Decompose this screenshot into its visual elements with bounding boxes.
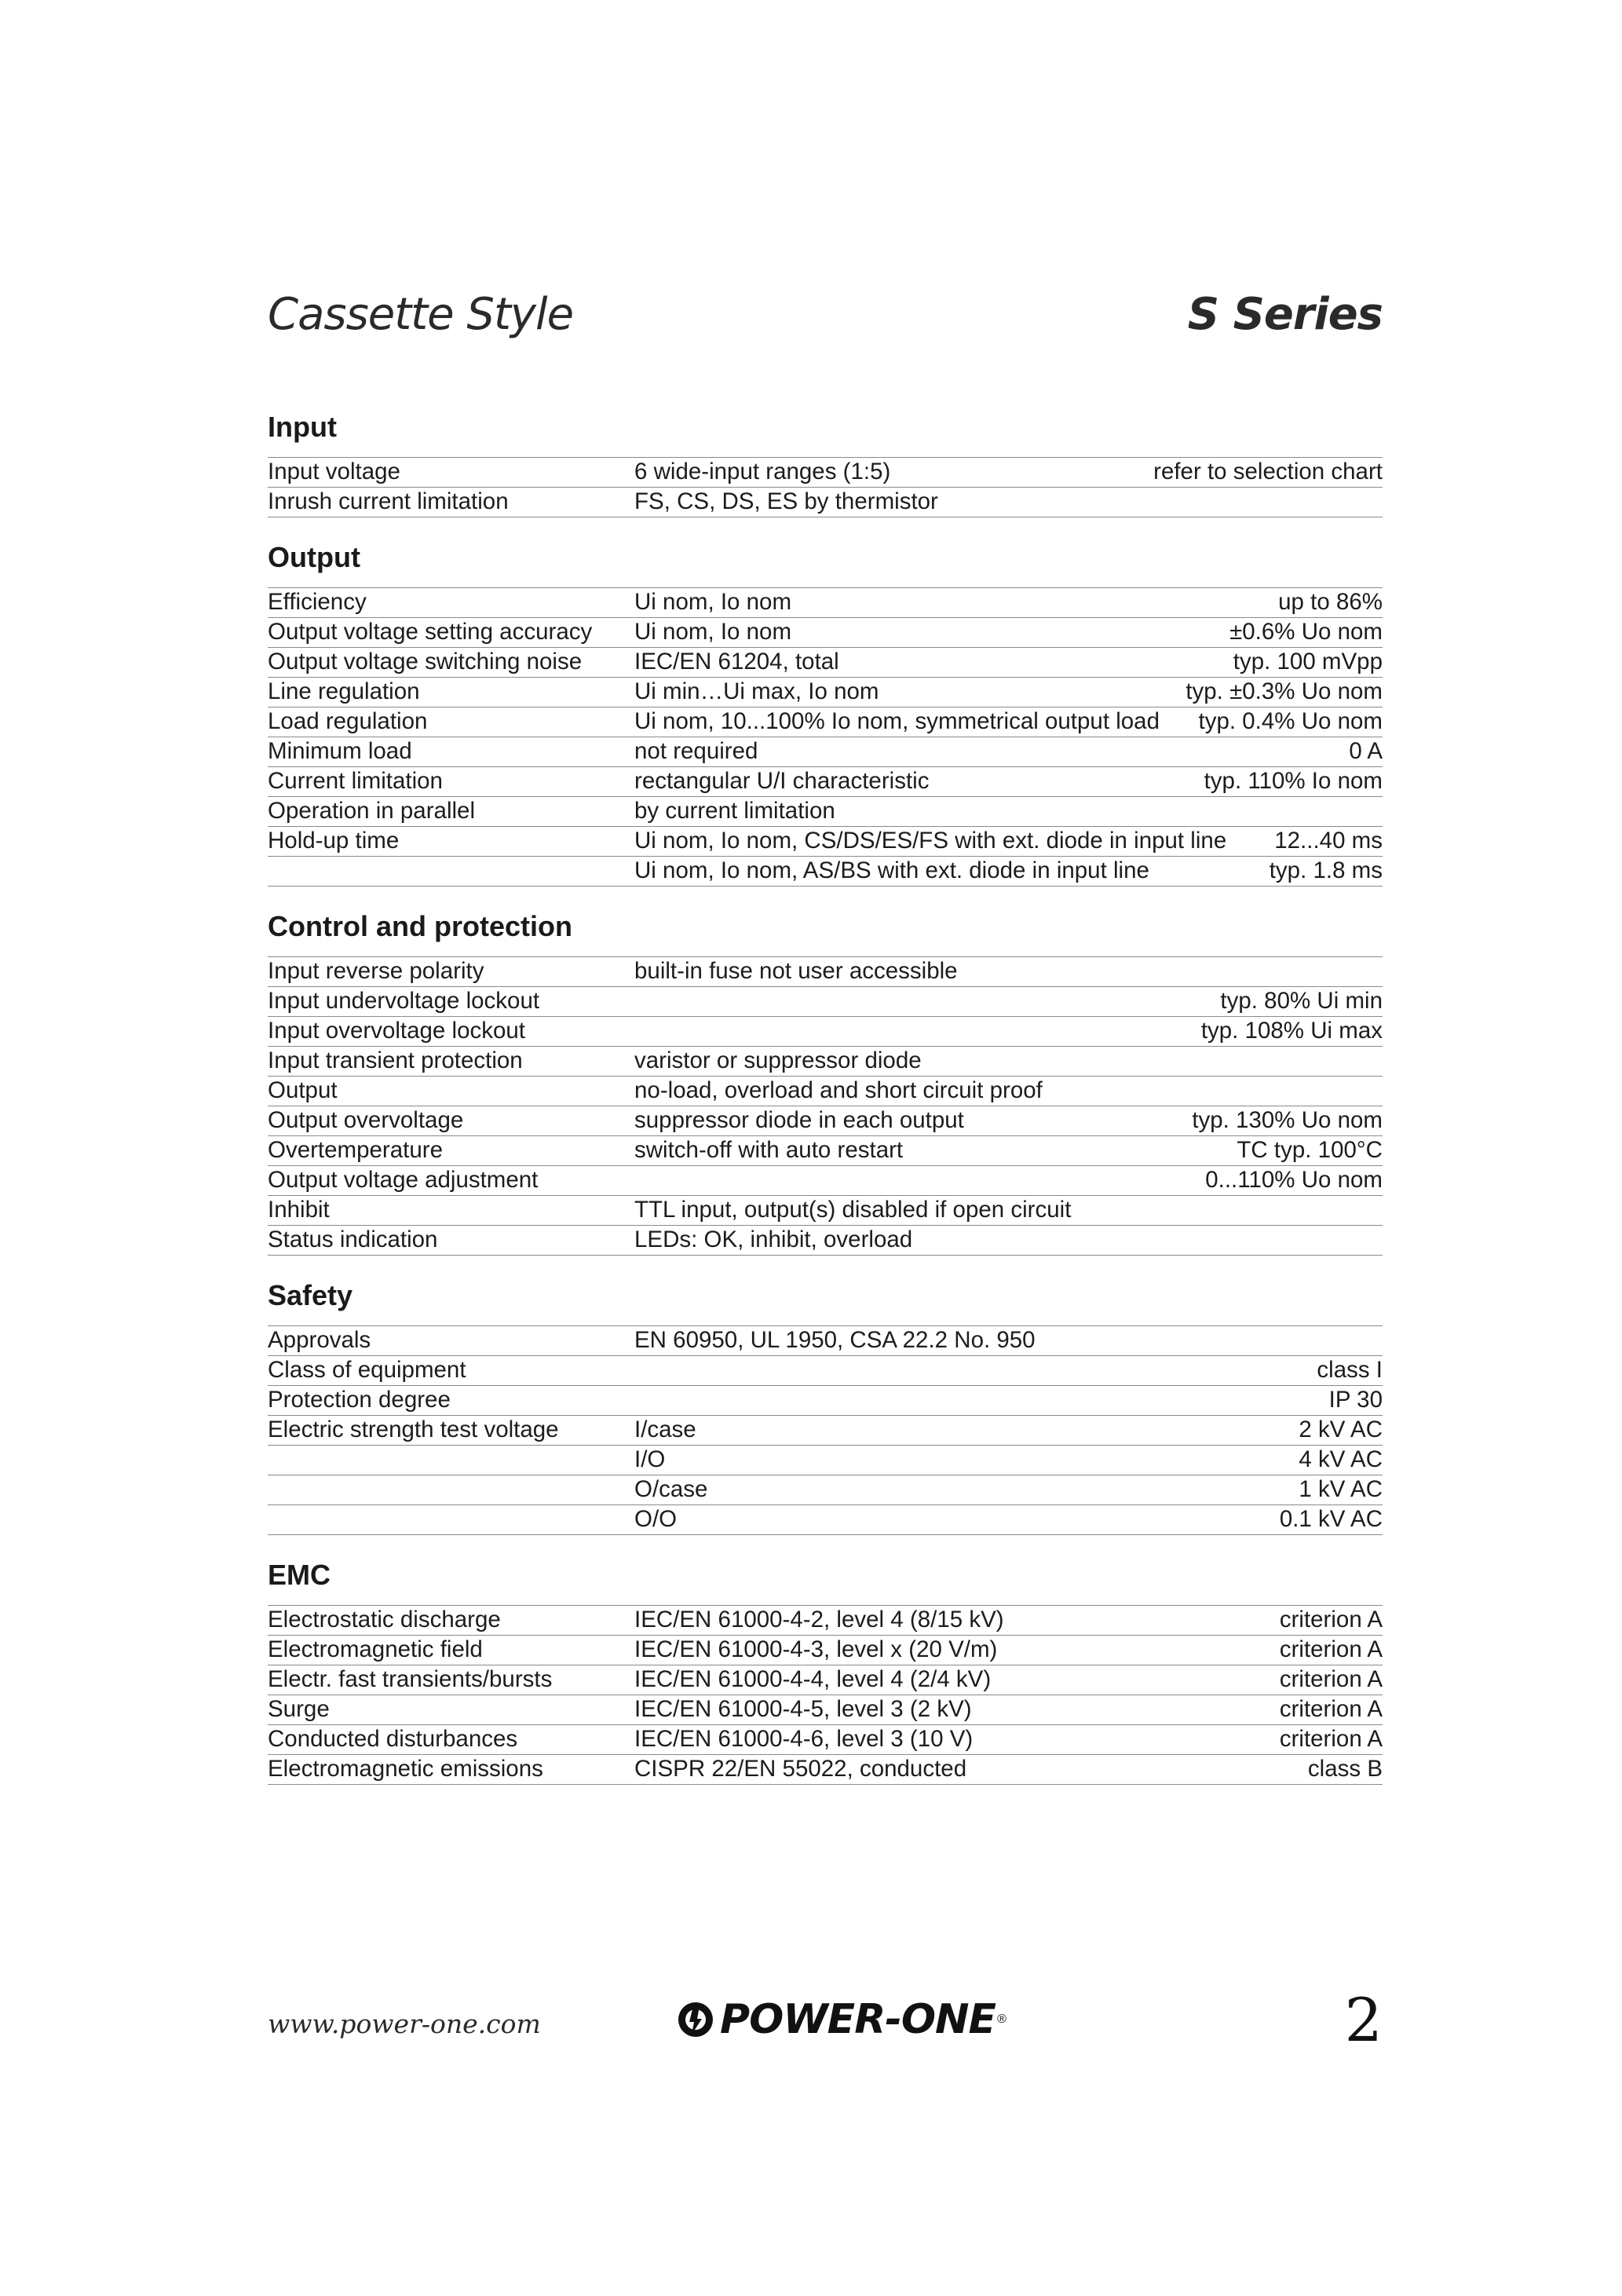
value-cell: typ. 110% Io nom [1204, 768, 1383, 794]
table-row [268, 1386, 1383, 1416]
parameter-cell: Electromagnetic emissions [268, 1756, 543, 1782]
value-cell: typ. ±0.3% Uo nom [1185, 678, 1383, 704]
value-cell: IP 30 [1328, 1387, 1383, 1413]
parameter-cell: Load regulation [268, 708, 428, 734]
condition-cell: IEC/EN 61000-4-6, level 3 (10 V) [634, 1726, 974, 1752]
table-row [268, 1196, 1383, 1226]
parameter-cell: Output voltage adjustment [268, 1167, 539, 1193]
value-cell: criterion A [1279, 1666, 1383, 1692]
parameter-cell: Inhibit [268, 1197, 330, 1223]
table-row [268, 1166, 1383, 1196]
parameter-cell: Operation in parallel [268, 798, 476, 824]
value-cell: criterion A [1279, 1696, 1383, 1722]
value-cell: criterion A [1279, 1607, 1383, 1632]
table-row [268, 707, 1383, 737]
condition-cell: I/O [634, 1446, 666, 1472]
spec-table [268, 1605, 1383, 1785]
table-row [268, 458, 1383, 488]
value-cell: 1 kV AC [1299, 1476, 1383, 1502]
value-cell: class I [1317, 1357, 1383, 1383]
spec-section [268, 1277, 1383, 1535]
value-cell: 0.1 kV AC [1279, 1506, 1383, 1532]
parameter-cell: Output voltage switching noise [268, 649, 583, 675]
condition-cell: rectangular U/I characteristic [634, 768, 930, 794]
parameter-cell: Inrush current limitation [268, 488, 509, 514]
value-cell: typ. 0.4% Uo nom [1198, 708, 1383, 734]
spec-section [268, 908, 1383, 1256]
specification-tables [268, 408, 1383, 1806]
value-cell: refer to selection chart [1153, 459, 1383, 484]
page-number: 2 [1344, 1985, 1383, 2055]
value-cell: typ. 100 mVpp [1233, 649, 1383, 675]
section-title: Control and protection [268, 910, 572, 942]
condition-cell: switch-off with auto restart [634, 1137, 904, 1163]
parameter-cell: Output voltage setting accuracy [268, 619, 593, 645]
table-row [268, 1047, 1383, 1077]
spec-section [268, 408, 1383, 517]
table-row [268, 1136, 1383, 1166]
table-row [268, 1416, 1383, 1446]
parameter-cell: Line regulation [268, 678, 420, 704]
parameter-cell: Input reverse polarity [268, 958, 484, 984]
condition-cell: Ui nom, 10...100% Io nom, symmetrical output load [634, 708, 1160, 734]
parameter-cell: Surge [268, 1696, 330, 1722]
parameter-cell: Electric strength test voltage [268, 1417, 559, 1442]
condition-cell: FS, CS, DS, ES by thermistor [634, 488, 938, 514]
value-cell: typ. 1.8 ms [1269, 857, 1383, 883]
value-cell: typ. 130% Uo nom [1192, 1107, 1383, 1133]
spec-section [268, 539, 1383, 887]
condition-cell: O/O [634, 1506, 678, 1532]
condition-cell: TTL input, output(s) disabled if open circuit [634, 1197, 1072, 1223]
condition-cell: O/case [634, 1476, 708, 1502]
parameter-cell: Electromagnetic field [268, 1636, 483, 1662]
value-cell: criterion A [1279, 1636, 1383, 1662]
section-title: EMC [268, 1559, 331, 1591]
condition-cell: EN 60950, UL 1950, CSA 22.2 No. 950 [634, 1327, 1036, 1353]
condition-cell: built-in fuse not user accessible [634, 958, 958, 984]
parameter-cell: Current limitation [268, 768, 443, 794]
condition-cell: by current limitation [634, 798, 835, 824]
spec-table [268, 956, 1383, 1256]
value-cell: 0...110% Uo nom [1205, 1167, 1383, 1193]
condition-cell: Ui nom, Io nom [634, 589, 792, 615]
parameter-cell: Status indication [268, 1227, 438, 1252]
parameter-cell: Efficiency [268, 589, 367, 615]
condition-cell: LEDs: OK, inhibit, overload [634, 1227, 913, 1252]
value-cell: class B [1307, 1756, 1383, 1782]
parameter-cell: Hold-up time [268, 828, 400, 854]
parameter-cell: Input undervoltage lockout [268, 988, 540, 1014]
parameter-cell: Input overvoltage lockout [268, 1018, 525, 1044]
parameter-cell: Input voltage [268, 459, 400, 484]
table-row [268, 1106, 1383, 1136]
table-row [268, 1505, 1383, 1535]
condition-cell: no-load, overload and short circuit proof [634, 1077, 1043, 1103]
value-cell: typ. 80% Ui min [1220, 988, 1383, 1014]
spec-section [268, 1556, 1383, 1785]
header-series: S Series [1187, 289, 1383, 340]
condition-cell: suppressor diode in each output [634, 1107, 964, 1133]
power-one-logo-icon [676, 2000, 715, 2039]
table-row [268, 987, 1383, 1017]
parameter-cell: Electr. fast transients/bursts [268, 1666, 553, 1692]
value-cell: 4 kV AC [1299, 1446, 1383, 1472]
page-header [268, 289, 1383, 360]
parameter-cell: Output overvoltage [268, 1107, 464, 1133]
value-cell: criterion A [1279, 1726, 1383, 1752]
registered-mark-icon: ® [997, 2013, 1006, 2026]
section-title: Input [268, 411, 337, 443]
table-row [268, 767, 1383, 797]
condition-cell: IEC/EN 61000-4-2, level 4 (8/15 kV) [634, 1607, 1004, 1632]
table-row [268, 1475, 1383, 1505]
table-row [268, 857, 1383, 887]
logo-wordmark: POWER-ONE [720, 1996, 996, 2043]
parameter-cell: Conducted disturbances [268, 1726, 518, 1752]
table-row [268, 1606, 1383, 1636]
condition-cell: IEC/EN 61204, total [634, 649, 839, 675]
value-cell: up to 86% [1278, 589, 1383, 615]
table-row [268, 1326, 1383, 1356]
section-title: Safety [268, 1279, 353, 1311]
parameter-cell: Output [268, 1077, 338, 1103]
parameter-cell: Overtemperature [268, 1137, 443, 1163]
table-row [268, 1725, 1383, 1755]
table-row [268, 1446, 1383, 1475]
parameter-cell: Electrostatic discharge [268, 1607, 501, 1632]
parameter-cell: Minimum load [268, 738, 412, 764]
header-product-style: Cassette Style [268, 289, 574, 340]
footer-url[interactable]: www.power-one.com [268, 2009, 541, 2039]
parameter-cell: Approvals [268, 1327, 371, 1353]
parameter-cell: Class of equipment [268, 1357, 466, 1383]
condition-cell: CISPR 22/EN 55022, conducted [634, 1756, 967, 1782]
table-row [268, 1665, 1383, 1695]
condition-cell: Ui min…Ui max, Io nom [634, 678, 879, 704]
table-row [268, 827, 1383, 857]
value-cell: 2 kV AC [1299, 1417, 1383, 1442]
table-row [268, 1017, 1383, 1047]
condition-cell: Ui nom, Io nom, CS/DS/ES/FS with ext. diode in input line [634, 828, 1227, 854]
spec-table [268, 457, 1383, 517]
condition-cell: varistor or suppressor diode [634, 1047, 922, 1073]
value-cell: typ. 108% Ui max [1200, 1018, 1383, 1044]
table-row [268, 1695, 1383, 1725]
table-row [268, 1636, 1383, 1665]
table-row [268, 797, 1383, 827]
condition-cell: IEC/EN 61000-4-5, level 3 (2 kV) [634, 1696, 972, 1722]
parameter-cell: Input transient protection [268, 1047, 523, 1073]
power-one-logo [676, 1998, 1006, 2042]
spec-table [268, 1325, 1383, 1535]
table-row [268, 1077, 1383, 1106]
condition-cell: 6 wide-input ranges (1:5) [634, 459, 891, 484]
value-cell: 0 A [1349, 738, 1383, 764]
condition-cell: I/case [634, 1417, 696, 1442]
value-cell: TC typ. 100°C [1237, 1137, 1383, 1163]
parameter-cell: Protection degree [268, 1387, 451, 1413]
section-title: Output [268, 541, 360, 573]
condition-cell: IEC/EN 61000-4-3, level x (20 V/m) [634, 1636, 998, 1662]
table-row [268, 737, 1383, 767]
condition-cell: IEC/EN 61000-4-4, level 4 (2/4 kV) [634, 1666, 992, 1692]
condition-cell: Ui nom, Io nom, AS/BS with ext. diode in input line [634, 857, 1149, 883]
page-footer [268, 1979, 1383, 2055]
value-cell: ±0.6% Uo nom [1229, 619, 1383, 645]
table-row [268, 678, 1383, 707]
table-row [268, 588, 1383, 618]
table-row [268, 488, 1383, 517]
table-row [268, 1755, 1383, 1785]
table-row [268, 1226, 1383, 1256]
table-row [268, 618, 1383, 648]
table-row [268, 1356, 1383, 1386]
condition-cell: Ui nom, Io nom [634, 619, 792, 645]
condition-cell: not required [634, 738, 758, 764]
table-row [268, 957, 1383, 987]
spec-table [268, 587, 1383, 887]
value-cell: 12...40 ms [1274, 828, 1383, 854]
table-row [268, 648, 1383, 678]
